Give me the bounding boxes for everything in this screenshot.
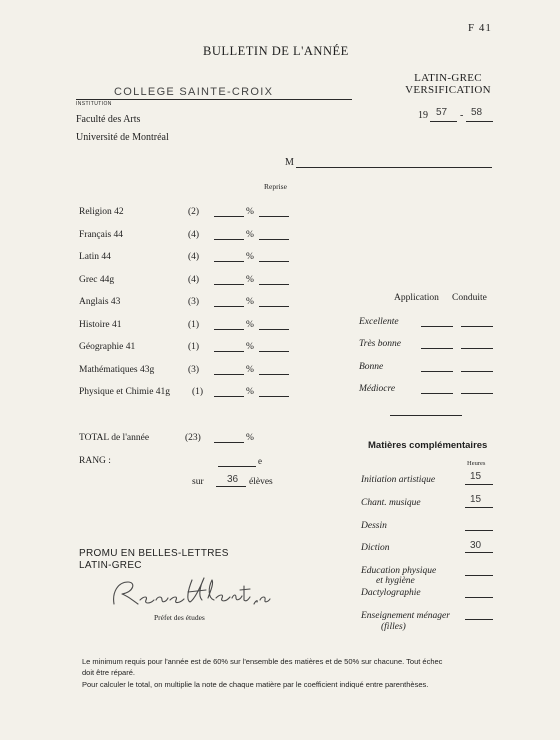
percent-sign: % <box>246 252 254 262</box>
percent-sign: % <box>246 275 254 285</box>
total-grade-field[interactable] <box>214 442 244 443</box>
handwritten-signature <box>108 570 273 610</box>
year-end: 58 <box>471 107 483 118</box>
rating-label: Médiocre <box>359 384 396 394</box>
student-name-field[interactable] <box>296 167 492 168</box>
grade-field[interactable] <box>214 306 244 307</box>
institution-line <box>76 99 352 100</box>
hours-field[interactable] <box>465 507 493 508</box>
total-coefficient: (23) <box>185 433 201 443</box>
student-name-label: M <box>285 157 294 168</box>
subject-name: Géographie 41 <box>79 342 136 352</box>
document-title: BULLETIN DE L'ANNÉE <box>203 44 349 58</box>
total-label: TOTAL de l'année <box>79 433 150 443</box>
rating-label: Bonne <box>359 362 384 372</box>
application-field[interactable] <box>421 393 453 394</box>
reprise-field[interactable] <box>259 374 289 375</box>
promotion-line-2: LATIN-GREC <box>79 560 142 571</box>
section-line-2: VERSIFICATION <box>405 84 491 96</box>
hours-field[interactable] <box>465 575 493 576</box>
institution-name: COLLEGE SAINTE-CROIX <box>114 86 274 98</box>
section-line-1: LATIN-GREC <box>414 72 482 84</box>
complementary-subject: Dessin <box>361 521 387 531</box>
grade-field[interactable] <box>214 329 244 330</box>
percent-sign: % <box>246 320 254 330</box>
class-size-value: 36 <box>227 474 239 485</box>
year-prefix: 19 <box>418 110 428 121</box>
complementary-subject: Initiation artistique <box>361 475 436 485</box>
complementary-title: Matières complémentaires <box>368 440 488 451</box>
application-field[interactable] <box>421 348 453 349</box>
grade-field[interactable] <box>214 261 244 262</box>
subject-name: Religion 42 <box>79 207 124 217</box>
footnote-line-1: Le minimum requis pour l'année est de 60% sur l'ensemble des matières et de 50% sur chacune. Tout échec <box>82 657 443 666</box>
percent-sign: % <box>246 342 254 352</box>
year-separator: - <box>460 110 464 121</box>
subject-coefficient: (3) <box>188 365 200 375</box>
subject-coefficient: (2) <box>188 207 200 217</box>
subject-coefficient: (4) <box>188 252 200 262</box>
class-size-label: sur <box>192 477 204 487</box>
conduite-field[interactable] <box>461 326 493 327</box>
conduite-field[interactable] <box>461 348 493 349</box>
reprise-field[interactable] <box>259 396 289 397</box>
hours-value: 15 <box>470 471 482 482</box>
hours-value: 15 <box>470 494 482 505</box>
subject-name: Mathématiques 43g <box>79 365 155 375</box>
subject-name: Physique et Chimie 41g <box>79 387 171 397</box>
reprise-field[interactable] <box>259 351 289 352</box>
form-number: F 41 <box>468 22 492 34</box>
grade-field[interactable] <box>214 284 244 285</box>
grade-field[interactable] <box>214 239 244 240</box>
year-end-line <box>466 121 493 122</box>
complementary-subject: Chant. musique <box>361 498 421 508</box>
subject-name: Latin 44 <box>79 252 111 262</box>
year-start-line <box>430 121 457 122</box>
hours-field[interactable] <box>465 530 493 531</box>
application-field[interactable] <box>421 326 453 327</box>
reprise-field[interactable] <box>259 261 289 262</box>
class-size-suffix: élèves <box>249 477 273 487</box>
reprise-field[interactable] <box>259 239 289 240</box>
year-start: 57 <box>436 107 448 118</box>
subject-coefficient: (1) <box>188 342 200 352</box>
faculty-name: Faculté des Arts <box>76 114 141 125</box>
reprise-header: Reprise <box>264 182 287 191</box>
percent-sign: % <box>246 297 254 307</box>
footnote-line-3: Pour calculer le total, on multiplie la note de chaque matière par le coefficient indiqué entre parenthèses. <box>82 680 429 689</box>
reprise-field[interactable] <box>259 306 289 307</box>
grade-field[interactable] <box>214 351 244 352</box>
hours-field[interactable] <box>465 484 493 485</box>
university-name: Université de Montréal <box>76 132 169 143</box>
percent-sign: % <box>246 207 254 217</box>
grade-field[interactable] <box>214 396 244 397</box>
percent-sign: % <box>246 365 254 375</box>
percent-sign: % <box>246 433 254 443</box>
complementary-subject: Diction <box>361 543 390 553</box>
hours-field[interactable] <box>465 619 493 620</box>
hours-field[interactable] <box>465 552 493 553</box>
reprise-field[interactable] <box>259 284 289 285</box>
percent-sign: % <box>246 387 254 397</box>
subject-name: Français 44 <box>79 230 124 240</box>
subject-coefficient: (4) <box>188 275 200 285</box>
subject-coefficient: (1) <box>192 387 204 397</box>
application-field[interactable] <box>421 371 453 372</box>
complementary-subject: Dactylographie <box>361 588 421 598</box>
subject-name: Grec 44g <box>79 275 115 285</box>
rating-label: Très bonne <box>359 339 401 349</box>
rank-label: RANG : <box>79 456 111 466</box>
appreciation-divider <box>390 415 462 416</box>
section-label <box>400 72 496 96</box>
footnote-line-2: doit être réparé. <box>82 668 135 677</box>
hours-field[interactable] <box>465 597 493 598</box>
reprise-field[interactable] <box>259 329 289 330</box>
reprise-field[interactable] <box>259 216 289 217</box>
conduite-field[interactable] <box>461 371 493 372</box>
institution-caption: INSTITUTION <box>76 101 112 107</box>
subject-coefficient: (3) <box>188 297 200 307</box>
rank-field[interactable] <box>218 466 256 467</box>
subject-name: Anglais 43 <box>79 297 121 307</box>
complementary-subject-cont: et hygiène <box>376 576 415 586</box>
complementary-subject-cont: (filles) <box>381 622 406 632</box>
complementary-subject: Enseignement ménager <box>361 611 450 621</box>
grade-field[interactable] <box>214 374 244 375</box>
conduite-field[interactable] <box>461 393 493 394</box>
rank-suffix: e <box>258 456 262 466</box>
rating-label: Excellente <box>359 317 399 327</box>
application-header: Application <box>394 293 439 303</box>
signature-caption: Préfet des études <box>154 613 205 622</box>
subject-coefficient: (4) <box>188 230 200 240</box>
hours-value: 30 <box>470 540 482 551</box>
grade-field[interactable] <box>214 216 244 217</box>
subject-coefficient: (1) <box>188 320 200 330</box>
class-size-line <box>216 486 246 487</box>
conduite-header: Conduite <box>452 293 487 303</box>
complementary-subject: Education physique <box>361 566 437 576</box>
promotion-line-1: PROMU EN BELLES-LETTRES <box>79 548 229 559</box>
hours-header: Heures <box>467 460 486 467</box>
subject-name: Histoire 41 <box>79 320 122 330</box>
percent-sign: % <box>246 230 254 240</box>
